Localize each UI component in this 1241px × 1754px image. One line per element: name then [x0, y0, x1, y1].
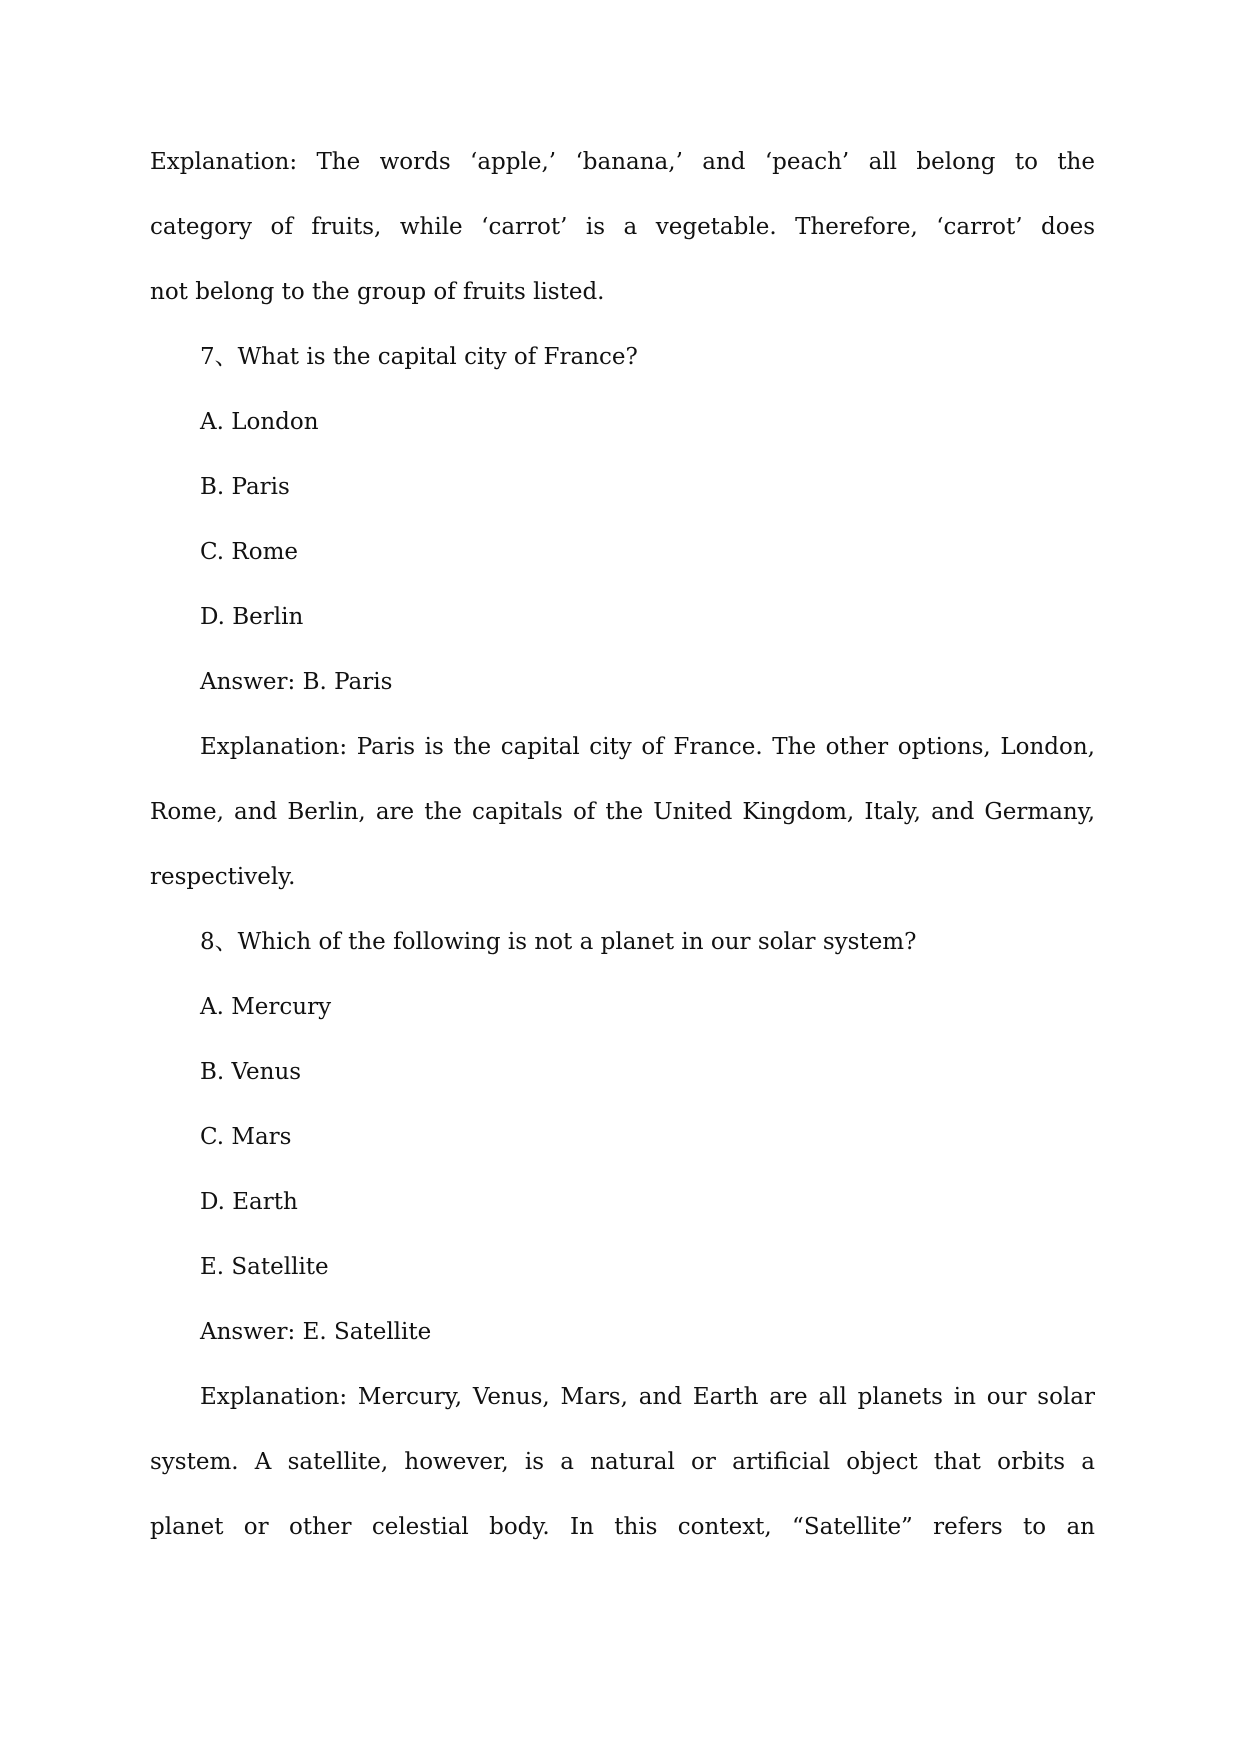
option-c: C. Mars — [200, 1124, 292, 1150]
question-7: 7、What is the capital city of France? — [200, 344, 638, 370]
explanation-8: Explanation: Mercury, Venus, Mars, and Earth are all planets in our solar — [200, 1384, 1095, 1410]
answer-7: Answer: B. Paris — [200, 669, 393, 695]
text-line: Rome, and Berlin, are the capitals of the United Kingdom, Italy, and Germany, — [150, 799, 1095, 825]
text-line: system. A satellite, however, is a natural or artificial object that orbits a — [150, 1449, 1095, 1475]
text-line: Explanation: The words ‘apple,’ ‘banana,’ and ‘peach’ all belong to the — [150, 149, 1095, 175]
text-line: category of fruits, while ‘carrot’ is a vegetable. Therefore, ‘carrot’ does — [150, 214, 1095, 240]
text-line: planet or other celestial body. In this context, “Satellite” refers to an — [150, 1514, 1095, 1540]
option-c: C. Rome — [200, 539, 298, 565]
option-a: A. Mercury — [200, 994, 332, 1020]
answer-8: Answer: E. Satellite — [200, 1319, 432, 1345]
option-a: A. London — [200, 409, 319, 435]
question-8: 8、Which of the following is not a planet in our solar system? — [200, 929, 917, 955]
explanation-7: Explanation: Paris is the capital city of France. The other options, London, — [200, 734, 1095, 760]
text-line: respectively. — [150, 864, 296, 890]
option-e: E. Satellite — [200, 1254, 329, 1280]
option-d: D. Berlin — [200, 604, 304, 630]
document-page — [150, 142, 1095, 1572]
text-line: not belong to the group of fruits listed. — [150, 279, 605, 305]
option-b: B. Venus — [200, 1059, 302, 1085]
option-d: D. Earth — [200, 1189, 298, 1215]
option-b: B. Paris — [200, 474, 290, 500]
